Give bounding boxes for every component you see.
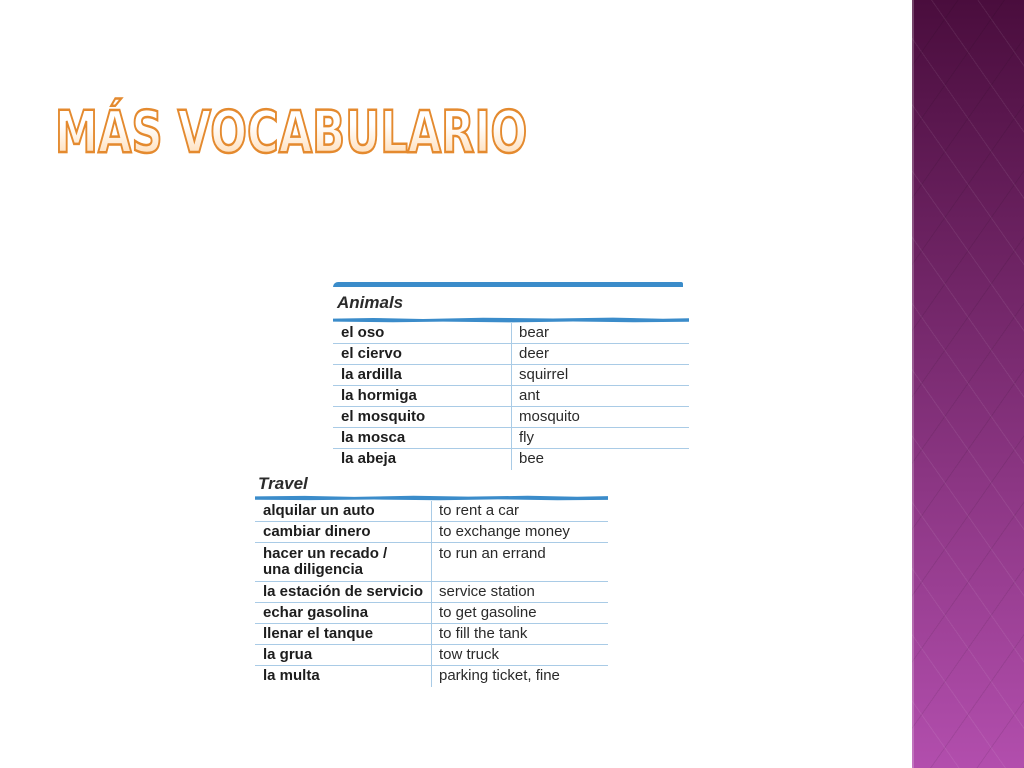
spanish-term: la ardilla [333, 365, 512, 385]
vocab-table-travel [255, 474, 608, 687]
spanish-term: llenar el tanque [255, 624, 432, 644]
spanish-term: echar gasolina [255, 603, 432, 623]
spanish-term: la abeja [333, 449, 512, 470]
vocab-table-animals [333, 282, 689, 470]
english-translation: fly [519, 429, 534, 446]
spanish-term: hacer un recado / una diligencia [255, 543, 432, 581]
spanish-term: cambiar dinero [255, 522, 432, 542]
spanish-term: la mosca [333, 428, 512, 448]
vocab-row [333, 428, 689, 449]
slide-title-text: MÁS VOCABULARIO [55, 98, 528, 166]
vocab-row [255, 543, 608, 582]
vocab-row [255, 522, 608, 543]
english-translation: tow truck [439, 646, 500, 663]
english-translation: mosquito [519, 408, 580, 425]
spanish-term: el ciervo [333, 344, 512, 364]
english-translation: to get gasoline [439, 604, 537, 621]
vocab-row [255, 666, 608, 687]
vocab-row [333, 323, 689, 344]
english-translation: bear [519, 324, 550, 341]
english-translation: bee [519, 450, 545, 467]
vocab-row [255, 624, 608, 645]
decorative-sidebar [912, 0, 1024, 768]
section-heading-animals: Animals [337, 293, 404, 312]
english-translation: to exchange money [439, 523, 570, 540]
spanish-term: el mosquito [333, 407, 512, 427]
spanish-term: la grua [255, 645, 432, 665]
vocab-row [333, 407, 689, 428]
vocab-row [255, 501, 608, 522]
english-translation: ant [519, 387, 540, 404]
spanish-term: el oso [333, 323, 512, 343]
english-translation: squirrel [519, 366, 569, 383]
english-translation: to run an errand [439, 545, 546, 562]
vocab-row [255, 603, 608, 624]
spanish-term: la multa [255, 666, 432, 687]
spanish-term: la hormiga [333, 386, 512, 406]
vocab-row [255, 645, 608, 666]
vocab-row [333, 386, 689, 407]
vocab-row [255, 582, 608, 603]
vocab-row [333, 344, 689, 365]
english-translation: to fill the tank [439, 625, 528, 642]
spanish-term: la estación de servicio [255, 582, 432, 602]
vocab-row [333, 365, 689, 386]
english-translation: service station [439, 583, 535, 600]
section-heading-travel: Travel [258, 474, 308, 493]
english-translation: to rent a car [439, 502, 520, 519]
english-translation: parking ticket, fine [439, 667, 560, 684]
spanish-term: alquilar un auto [255, 501, 432, 521]
slide-title [55, 98, 528, 166]
vocab-row [333, 449, 689, 470]
english-translation: deer [519, 345, 550, 362]
